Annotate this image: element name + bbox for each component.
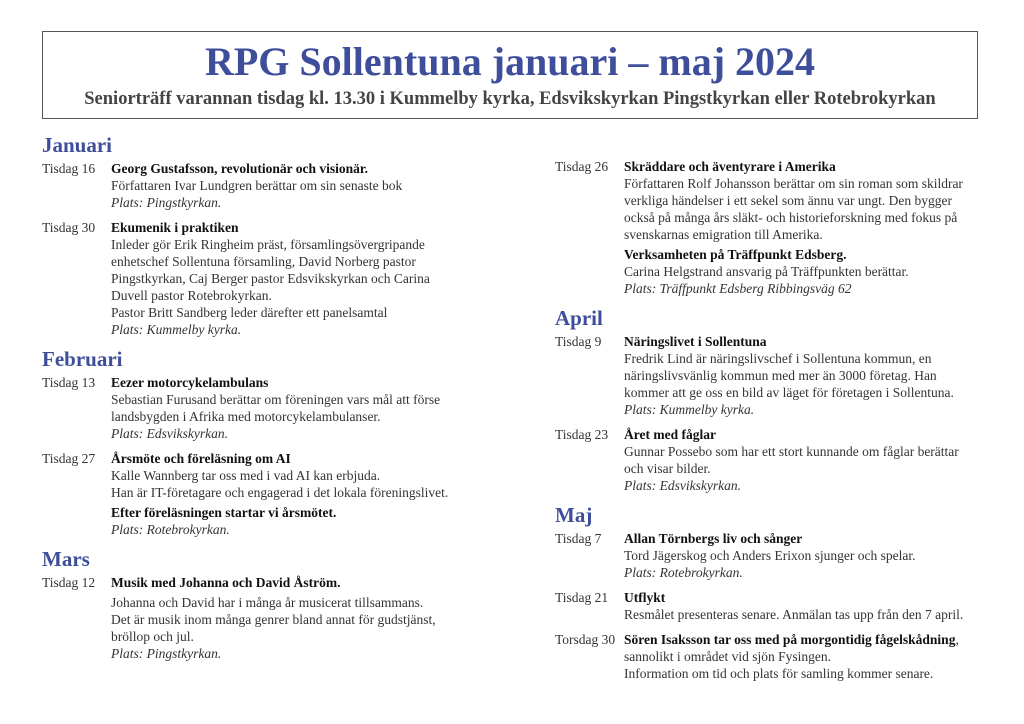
- month-heading-may: Maj: [555, 503, 593, 527]
- page-title: RPG Sollentuna januari – maj 2024: [204, 39, 816, 84]
- event-apr-23: [555, 426, 995, 494]
- event-date: Tisdag 7: [555, 531, 602, 546]
- event-place: Plats: Edsvikskyrkan.: [111, 426, 228, 441]
- event-place: Plats: Kummelby kyrka.: [624, 402, 755, 417]
- event-feb-27: [42, 450, 482, 538]
- event-body: [111, 160, 482, 211]
- event-place: Plats: Kummelby kyrka.: [111, 322, 242, 337]
- event-may-7: [555, 530, 995, 581]
- event-body: [624, 426, 995, 494]
- month-heading-january: Januari: [42, 133, 113, 157]
- event-body: [111, 374, 482, 442]
- page-subtitle: Seniorträff varannan tisdag kl. 13.30 i Kummelby kyrka, Edsvikskyrkan Pingstkyrkan eller Rotebrokyrkan: [84, 89, 936, 109]
- event-place: Plats: Rotebrokyrkan.: [624, 565, 743, 580]
- event-text-line: Författaren Rolf Johansson berättar om sin roman som skildrar: [624, 176, 963, 191]
- event-may-30: [555, 631, 995, 682]
- event-date: Tisdag 16: [42, 161, 96, 176]
- event-body: [624, 631, 995, 682]
- event-text-line: sannolikt i området vid sjön Fysingen.: [624, 649, 831, 664]
- event-date: Tisdag 13: [42, 375, 96, 390]
- event-date: Tisdag 12: [42, 575, 96, 590]
- event-text-line: verkliga händelser i ett sekel som ännu var ungt. Den bygger: [624, 193, 953, 208]
- event-text-line: Det är musik inom många genrer bland annat för gudstjänst,: [111, 612, 436, 627]
- event-title: Eezer motorcykelambulans: [111, 375, 269, 390]
- event-place: Plats: Rotebrokyrkan.: [111, 522, 230, 537]
- event-title: Musik med Johanna och David Åström.: [111, 575, 341, 590]
- event-text-line: Carina Helgstrand ansvarig på Träffpunkten berättar.: [624, 264, 909, 279]
- event-text-line: näringslivsvänlig kommun med mer än 3000 företag. Han: [624, 368, 937, 383]
- event-text-line: Sebastian Furusand berättar om föreningen vars mål att förse: [111, 392, 441, 407]
- event-title: Näringslivet i Sollentuna: [624, 334, 767, 349]
- event-place: Plats: Träffpunkt Edsberg Ribbingsväg 62: [624, 281, 852, 296]
- event-title: Skräddare och äventyrare i Amerika: [624, 159, 836, 174]
- event-note: Verksamheten på Träffpunkt Edsberg.: [624, 247, 847, 262]
- event-text-line: landsbygden i Afrika med motorcykelambulanser.: [111, 409, 381, 424]
- event-text-line: Pastor Britt Sandberg leder därefter ett panelsamtal: [111, 305, 388, 320]
- event-date: Tisdag 23: [555, 427, 609, 442]
- event-body: [111, 574, 482, 662]
- event-note: Efter föreläsningen startar vi årsmötet.: [111, 505, 337, 520]
- event-may-21: [555, 589, 995, 623]
- event-place: Plats: Edsvikskyrkan.: [624, 478, 741, 493]
- event-text-line: kommer att ge oss en bild av läget för företagen i Sollentuna.: [624, 385, 954, 400]
- event-title-suffix: ,: [955, 632, 959, 647]
- event-mar-26: [555, 158, 995, 297]
- event-text-line: också på många års släkt- och historieforskning med fokus på: [624, 210, 958, 225]
- event-text-line: Johanna och David har i många år musicerat tillsammans.: [111, 595, 424, 610]
- event-text-line: svenskarnas emigration till Amerika.: [624, 227, 823, 242]
- event-date: Torsdag 30: [555, 632, 616, 647]
- event-text-line: Resmålet presenteras senare. Anmälan tas upp från den 7 april.: [624, 607, 964, 622]
- event-mar-12: [42, 574, 482, 662]
- event-title: Sören Isaksson tar oss med på morgontidig fågelskådning: [624, 632, 956, 647]
- event-place: Plats: Pingstkyrkan.: [111, 195, 222, 210]
- event-body: [111, 450, 482, 538]
- event-jan-16: [42, 160, 482, 211]
- event-text-line: Han är IT-företagare och engagerad i det lokala föreningslivet.: [111, 485, 449, 500]
- event-date: Tisdag 21: [555, 590, 609, 605]
- event-apr-9: [555, 333, 995, 418]
- month-heading-april: April: [555, 306, 603, 330]
- event-date: Tisdag 27: [42, 451, 96, 466]
- event-date: Tisdag 26: [555, 159, 609, 174]
- event-body: [624, 158, 995, 297]
- right-column: [555, 158, 995, 690]
- event-title: Årsmöte och föreläsning om AI: [111, 451, 291, 466]
- event-text-line: Tord Jägerskog och Anders Erixon sjunger och spelar.: [624, 548, 916, 563]
- event-title: Utflykt: [624, 590, 666, 605]
- event-text-line: Författaren Ivar Lundgren berättar om sin senaste bok: [111, 178, 403, 193]
- event-text-line: Fredrik Lind är näringslivschef i Sollentuna kommun, en: [624, 351, 932, 366]
- left-column: [42, 132, 482, 670]
- event-text-line: Inleder gör Erik Ringheim präst, församlingsövergripande: [111, 237, 425, 252]
- event-text-line: enhetschef Sollentuna församling, David Norberg pastor: [111, 254, 416, 269]
- month-heading-february: Februari: [42, 347, 123, 371]
- event-body: [624, 333, 995, 418]
- event-text-line: Pingstkyrkan, Caj Berger pastor Edsvikskyrkan och Carina: [111, 271, 430, 286]
- event-feb-13: [42, 374, 482, 442]
- event-body: [111, 219, 482, 338]
- event-title: Georg Gustafsson, revolutionär och visionär.: [111, 161, 369, 176]
- event-date: Tisdag 30: [42, 220, 96, 235]
- event-body: [624, 589, 995, 623]
- event-text-line: Information om tid och plats för samling kommer senare.: [624, 666, 934, 681]
- event-text-line: Gunnar Possebo som har ett stort kunnande om fåglar berättar: [624, 444, 959, 459]
- month-heading-march: Mars: [42, 547, 90, 571]
- event-text-line: och visar bilder.: [624, 461, 711, 476]
- event-date: Tisdag 9: [555, 334, 602, 349]
- event-text-line: bröllop och jul.: [111, 629, 194, 644]
- event-text-line: Duvell pastor Rotebrokyrkan.: [111, 288, 272, 303]
- event-jan-30: [42, 219, 482, 338]
- event-text-line: Kalle Wannberg tar oss med i vad AI kan erbjuda.: [111, 468, 381, 483]
- event-title: Året med fåglar: [624, 427, 716, 442]
- event-place: Plats: Pingstkyrkan.: [111, 646, 222, 661]
- event-title-row: [624, 631, 995, 648]
- event-title: Ekumenik i praktiken: [111, 220, 239, 235]
- event-body: [624, 530, 995, 581]
- event-title: Allan Törnbergs liv och sånger: [624, 531, 803, 546]
- header-box: [42, 31, 978, 119]
